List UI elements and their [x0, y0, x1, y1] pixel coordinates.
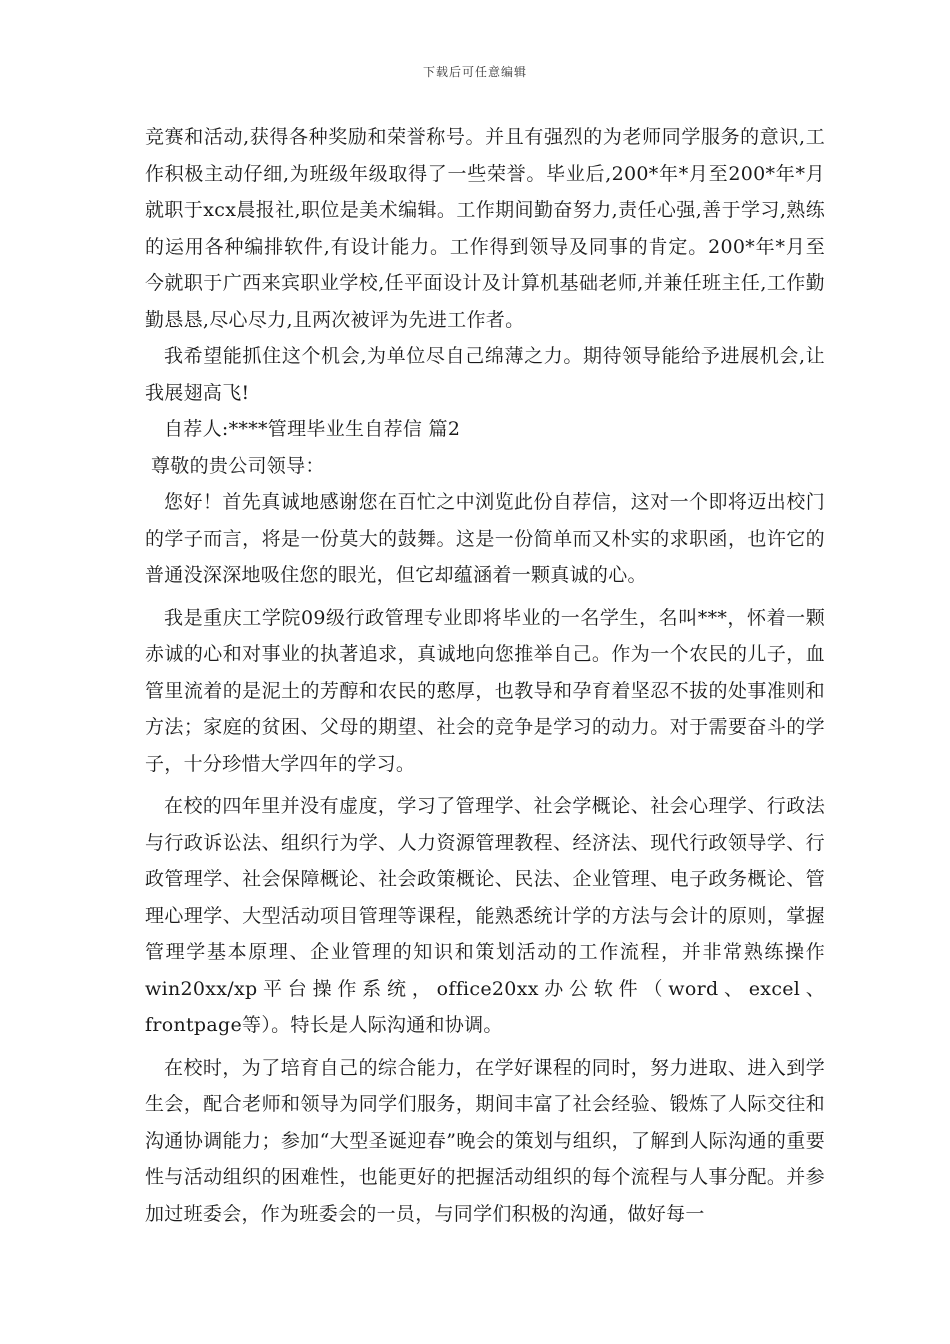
paragraph-studies: 在校的四年里并没有虚度，学习了管理学、社会学概论、社会心理学、行政法与行政诉讼法、组织行为学、人力资源管理教程、经济法、现代行政领导学、行政管理学、社会保障概论、社会政策概论、民法、企业管理、电子政务概论、管理心理学、大型活动项目管理等课程，能熟悉统计学的方法与会计的原则，掌握管理学基本原理、企业管理的知识和策划活动的工作流程，并非常熟练操作win20xx/xp平台操作系统，office20xx办公软件（word、excel、frontpage等）。特长是人际沟通和协调。 — [145, 795, 825, 1036]
paragraph-introduction: 我是重庆工学院09级行政管理专业即将毕业的一名学生，名叫***，怀着一颗赤诚的心和对事业的执著追求，真诚地向您推举自己。作为一个农民的儿子，血管里流着的是泥土的芳醇和农民的憨厚，也教导和孕育着坚忍不拔的处事准则和方法；家庭的贫困、父母的期望、社会的竞争是学习的动力。对于需要奋斗的学子，十分珍惜大学四年的学习。 — [145, 606, 825, 775]
signature-line: 自荐人:****管理毕业生自荐信 篇2 — [164, 418, 461, 440]
salutation: 尊敬的贵公司领导： — [151, 454, 325, 477]
document-body — [145, 119, 825, 1232]
paragraph-hope: 我希望能抓住这个机会,为单位尽自己绵薄之力。期待领导能给予进展机会,让我展翅高飞! — [145, 345, 825, 404]
paragraph-activities: 在校时，为了培育自己的综合能力，在学好课程的同时，努力进取、进入到学生会，配合老师和领导为同学们服务，期间丰富了社会经验、锻炼了人际交往和沟通协调能力；参加“大型圣诞迎春”晚会的策划与组织，了解到人际沟通的重要性与活动组织的困难性，也能更好的把握活动组织的每个流程与人事分配。并参加过班委会，作为班委会的一员，与同学们积极的沟通，做好每一 — [145, 1056, 825, 1225]
page-header: 下载后可任意编辑 — [422, 65, 527, 79]
paragraph-greeting: 您好！首先真诚地感谢您在百忙之中浏览此份自荐信，这对一个即将迈出校门的学子而言，将是一份莫大的鼓舞。这是一份简单而又朴实的求职函，也许它的普通没深深地吸住您的眼光，但它却蕴涵着一颗真诚的心。 — [145, 491, 825, 586]
paragraph-work-experience: 竞赛和活动,获得各种奖励和荣誉称号。并且有强烈的为老师同学服务的意识,工作积极主动仔细,为班级年级取得了一些荣誉。毕业后,200*年*月至200*年*月就职于xcx晨报社,职位是美术编辑。工作期间勤奋努力,责任心强,善于学习,熟练的运用各种编排软件,有设计能力。工作得到领导及同事的肯定。200*年*月至今就职于广西来宾职业学校,任平面设计及计算机基础老师,并兼任班主任,工作勤勤恳恳,尽心尽力,且两次被评为先进工作者。 — [145, 126, 825, 331]
